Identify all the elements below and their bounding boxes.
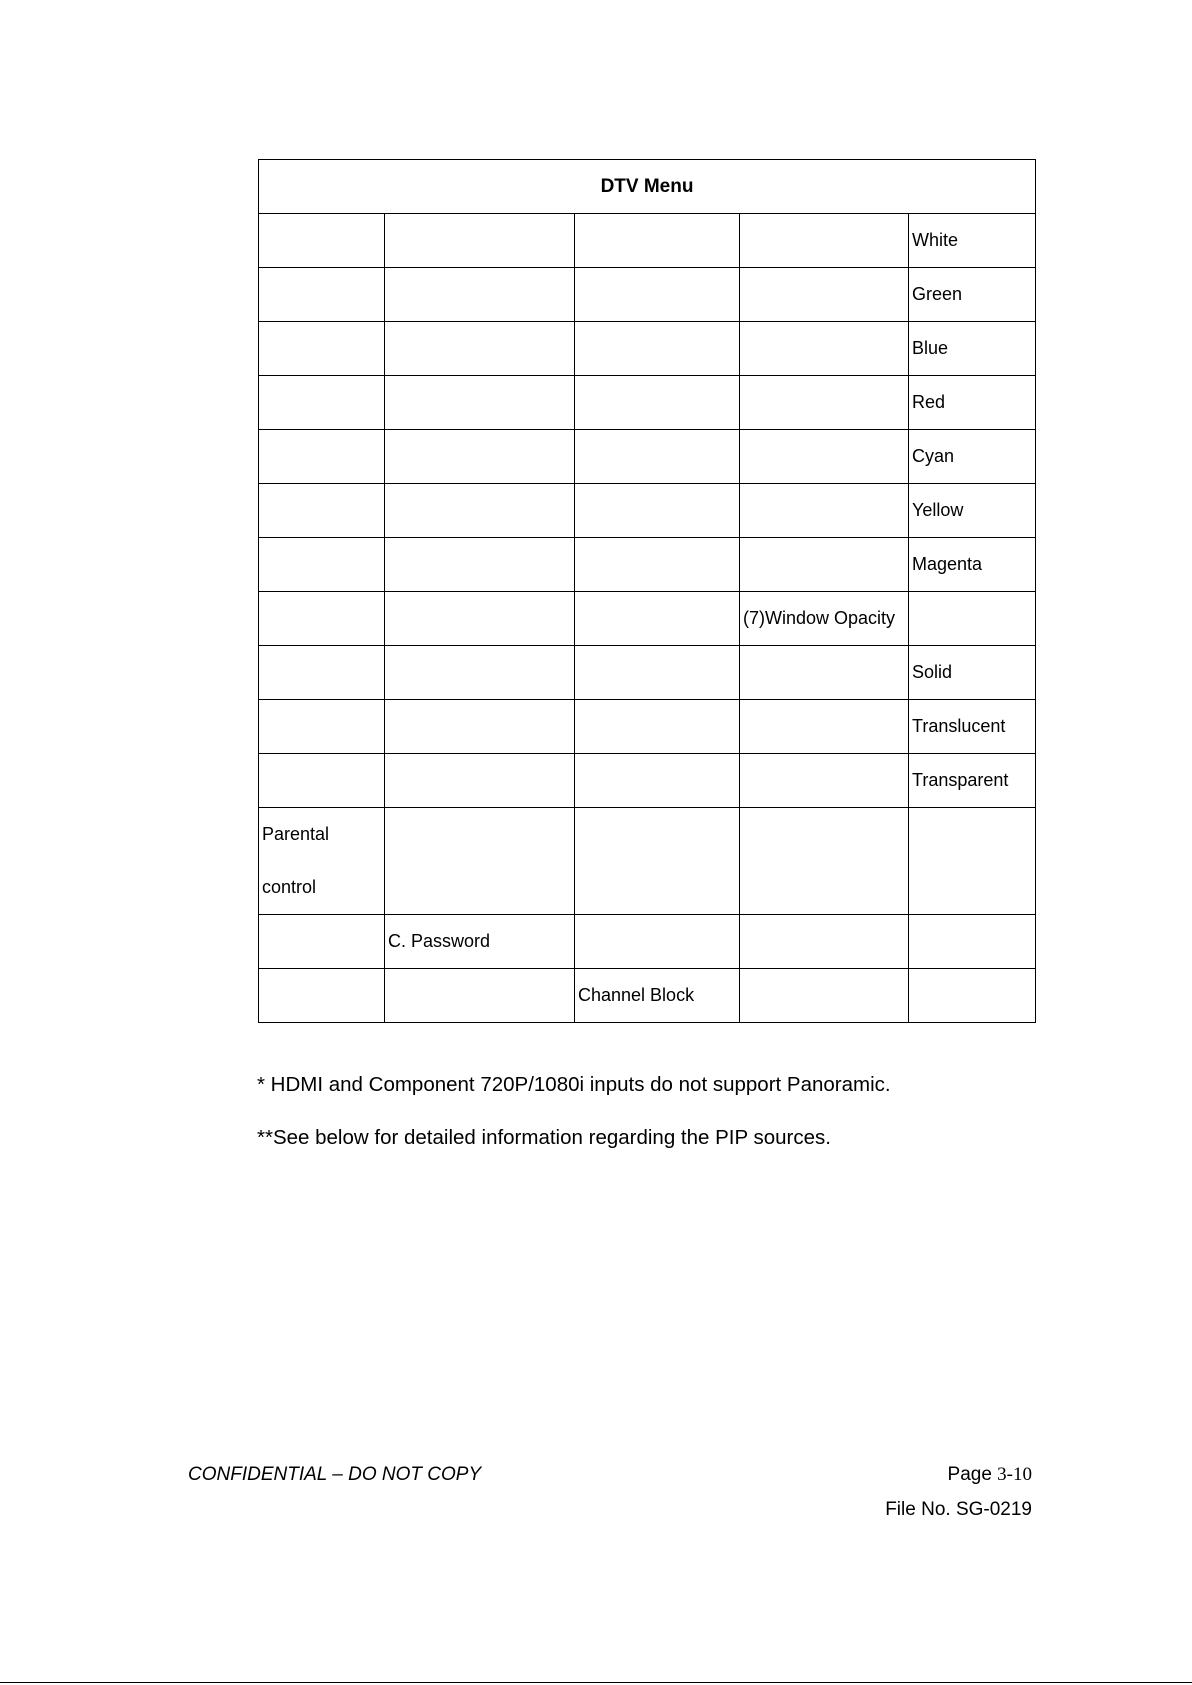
table-row <box>259 484 1036 538</box>
table-cell <box>740 538 909 592</box>
table-cell <box>740 646 909 700</box>
table-cell <box>575 376 740 430</box>
table-cell <box>575 430 740 484</box>
table-row <box>259 646 1036 700</box>
table-row <box>259 538 1036 592</box>
table-row <box>259 915 1036 969</box>
table-cell <box>909 969 1036 1023</box>
table-cell: Red <box>909 376 1036 430</box>
table-cell <box>909 592 1036 646</box>
page-prefix: Page <box>947 1464 998 1485</box>
table-cell <box>259 376 385 430</box>
table-cell <box>385 376 575 430</box>
footnote-panoramic: * HDMI and Component 720P/1080i inputs do not support Panoramic. <box>257 1073 891 1096</box>
table-cell: Magenta <box>909 538 1036 592</box>
table-cell <box>740 214 909 268</box>
table-row <box>259 754 1036 808</box>
table-cell <box>575 268 740 322</box>
table-cell <box>385 808 575 915</box>
table-row <box>259 969 1036 1023</box>
table-cell <box>740 268 909 322</box>
table-cell <box>740 376 909 430</box>
table-row <box>259 808 1036 915</box>
table-row <box>259 322 1036 376</box>
table-cell <box>575 754 740 808</box>
table-cell <box>909 808 1036 915</box>
table-cell: Channel Block <box>575 969 740 1023</box>
table-cell <box>575 808 740 915</box>
table-cell <box>259 484 385 538</box>
table-cell <box>740 915 909 969</box>
table-cell <box>259 214 385 268</box>
table-cell <box>259 969 385 1023</box>
table-row <box>259 214 1036 268</box>
table-cell <box>259 430 385 484</box>
table-cell <box>259 322 385 376</box>
table-cell <box>385 646 575 700</box>
dtv-menu-table <box>258 159 1036 1023</box>
table-cell <box>259 808 385 915</box>
table-cell: Blue <box>909 322 1036 376</box>
table-cell: (7)Window Opacity <box>740 592 909 646</box>
table-cell: Green <box>909 268 1036 322</box>
table-cell <box>259 538 385 592</box>
table-cell <box>259 754 385 808</box>
table-row <box>259 268 1036 322</box>
table-cell <box>575 538 740 592</box>
table-cell: Cyan <box>909 430 1036 484</box>
table-cell <box>575 915 740 969</box>
table-cell <box>385 754 575 808</box>
table-cell <box>740 700 909 754</box>
table-cell <box>575 484 740 538</box>
table-cell <box>909 915 1036 969</box>
table-cell <box>740 969 909 1023</box>
table-cell <box>575 592 740 646</box>
table-cell <box>259 915 385 969</box>
table-cell <box>575 646 740 700</box>
table-cell <box>740 754 909 808</box>
table-cell <box>740 484 909 538</box>
table-cell <box>385 430 575 484</box>
table-cell: Transparent <box>909 754 1036 808</box>
table-cell <box>385 484 575 538</box>
table-cell <box>259 268 385 322</box>
footnote-pip-sources: **See below for detailed information regarding the PIP sources. <box>257 1126 831 1149</box>
table-title: DTV Menu <box>259 160 1036 214</box>
table-cell <box>575 700 740 754</box>
table-cell <box>575 214 740 268</box>
table-cell <box>385 268 575 322</box>
table-title-row <box>259 160 1036 214</box>
table-cell <box>385 969 575 1023</box>
page-number: 3-10 <box>997 1464 1032 1485</box>
table-cell: Yellow <box>909 484 1036 538</box>
table-cell <box>575 322 740 376</box>
table-cell <box>259 646 385 700</box>
table-cell <box>740 322 909 376</box>
cell-line: Parental <box>262 824 330 844</box>
table-cell <box>259 700 385 754</box>
table-cell <box>385 700 575 754</box>
table-cell: Translucent <box>909 700 1036 754</box>
file-number: File No. SG-0219 <box>885 1499 1032 1520</box>
bottom-rule <box>0 1682 1192 1683</box>
table-cell <box>385 592 575 646</box>
table-row <box>259 700 1036 754</box>
confidential-notice: CONFIDENTIAL – DO NOT COPY <box>188 1464 482 1485</box>
page-label <box>948 1464 1032 1486</box>
table-cell: Solid <box>909 646 1036 700</box>
table-cell <box>385 538 575 592</box>
cell-line: control <box>262 877 317 897</box>
table-cell <box>259 592 385 646</box>
table-row <box>259 592 1036 646</box>
table-row <box>259 430 1036 484</box>
table-cell <box>385 322 575 376</box>
table-cell <box>740 808 909 915</box>
table-cell: White <box>909 214 1036 268</box>
table-cell <box>385 214 575 268</box>
table-cell <box>740 430 909 484</box>
table-cell: C. Password <box>385 915 575 969</box>
table-row <box>259 376 1036 430</box>
